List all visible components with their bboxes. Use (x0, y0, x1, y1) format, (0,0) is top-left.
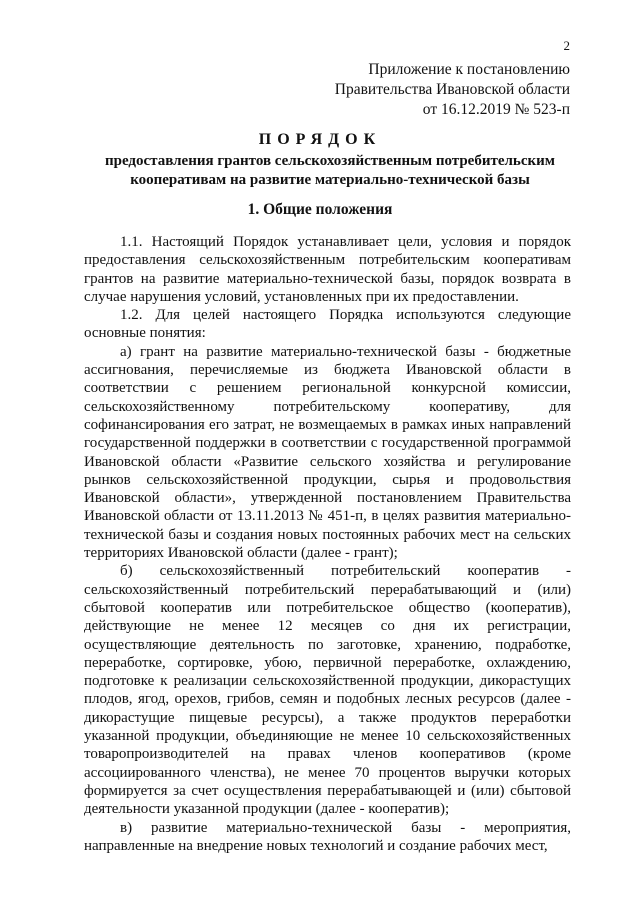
paragraph-b: б) сельскохозяйственный потребительский кооператив - сельскохозяйственный потребительский перерабатывающий и (или) сбытовой кооператив или потребительское общество (кооператив), действующие не менее 12 месяцев со дня их регистрации, осуществляющие деятельность по заготовке, хранению, подработке, переработке, сортировке, убою, первичной переработке, охлаждению, подготовке к реализации сельскохозяйственной продукции, дикорастущих плодов, ягод, орехов, грибов, семян и подобных лесных ресурсов (далее - дикорастущие пищевые ресурсы), а также продуктов переработки указанной продукции, объединяющие не менее 10 сельскохозяйственных товаропроизводителей на правах членов кооперативов (кроме ассоциированного членства), не менее 70 процентов выручки которых формируется за счет осуществления перерабатывающей и (или) сбытовой деятельности указанной продукции (далее - кооператив); (84, 563, 571, 818)
document-title: ПОРЯДОК (258, 131, 382, 148)
appendix-note (335, 60, 570, 120)
paragraph-v: в) развитие материально-технической базы - мероприятия, направленные на внедрение новых технологий и создание рабочих мест, (84, 819, 571, 854)
document-body (84, 233, 571, 855)
section-heading: 1. Общие положения (247, 201, 393, 218)
paragraph-1-2: 1.2. Для целей настоящего Порядка используются следующие основные понятия: (84, 307, 571, 342)
appendix-line-2: Правительства Ивановской области (334, 81, 570, 98)
appendix-line-1: Приложение к постановлению (368, 61, 570, 78)
document-subtitle: предоставления грантов сельскохозяйственным потребительским кооперативам на развитие материально-технической базы (104, 153, 556, 188)
page-number: 2 (563, 38, 570, 53)
appendix-line-3: от 16.12.2019 № 523-п (422, 101, 570, 118)
paragraph-a: а) грант на развитие материально-технической базы - бюджетные ассигнования, перечисляемые из бюджета Ивановской области в соответствии с решением региональной конкурсной комиссии, сельскохозяйственному потребительскому кооперативу, для софинансирования его затрат, не возмещаемых в рамках иных направлений государственной поддержки в соответствии с государственной программой Ивановской области «Развитие сельского хозяйства и регулирование рынков сельскохозяйственной продукции, сырья и продовольствия Ивановской области», утвержденной постановлением Правительства Ивановской области от 13.11.2013 № 451-п, в целях развития материально-технической базы и создания новых постоянных рабочих мест на сельских территориях Ивановской области (далее - грант); (84, 343, 571, 562)
paragraph-1-1: 1.1. Настоящий Порядок устанавливает цели, условия и порядок предоставления сельскохозяйственным потребительским кооперативам грантов на развитие материально-технической базы, порядок возврата в случае нарушения условий, установленных при их предоставлении. (84, 234, 571, 305)
